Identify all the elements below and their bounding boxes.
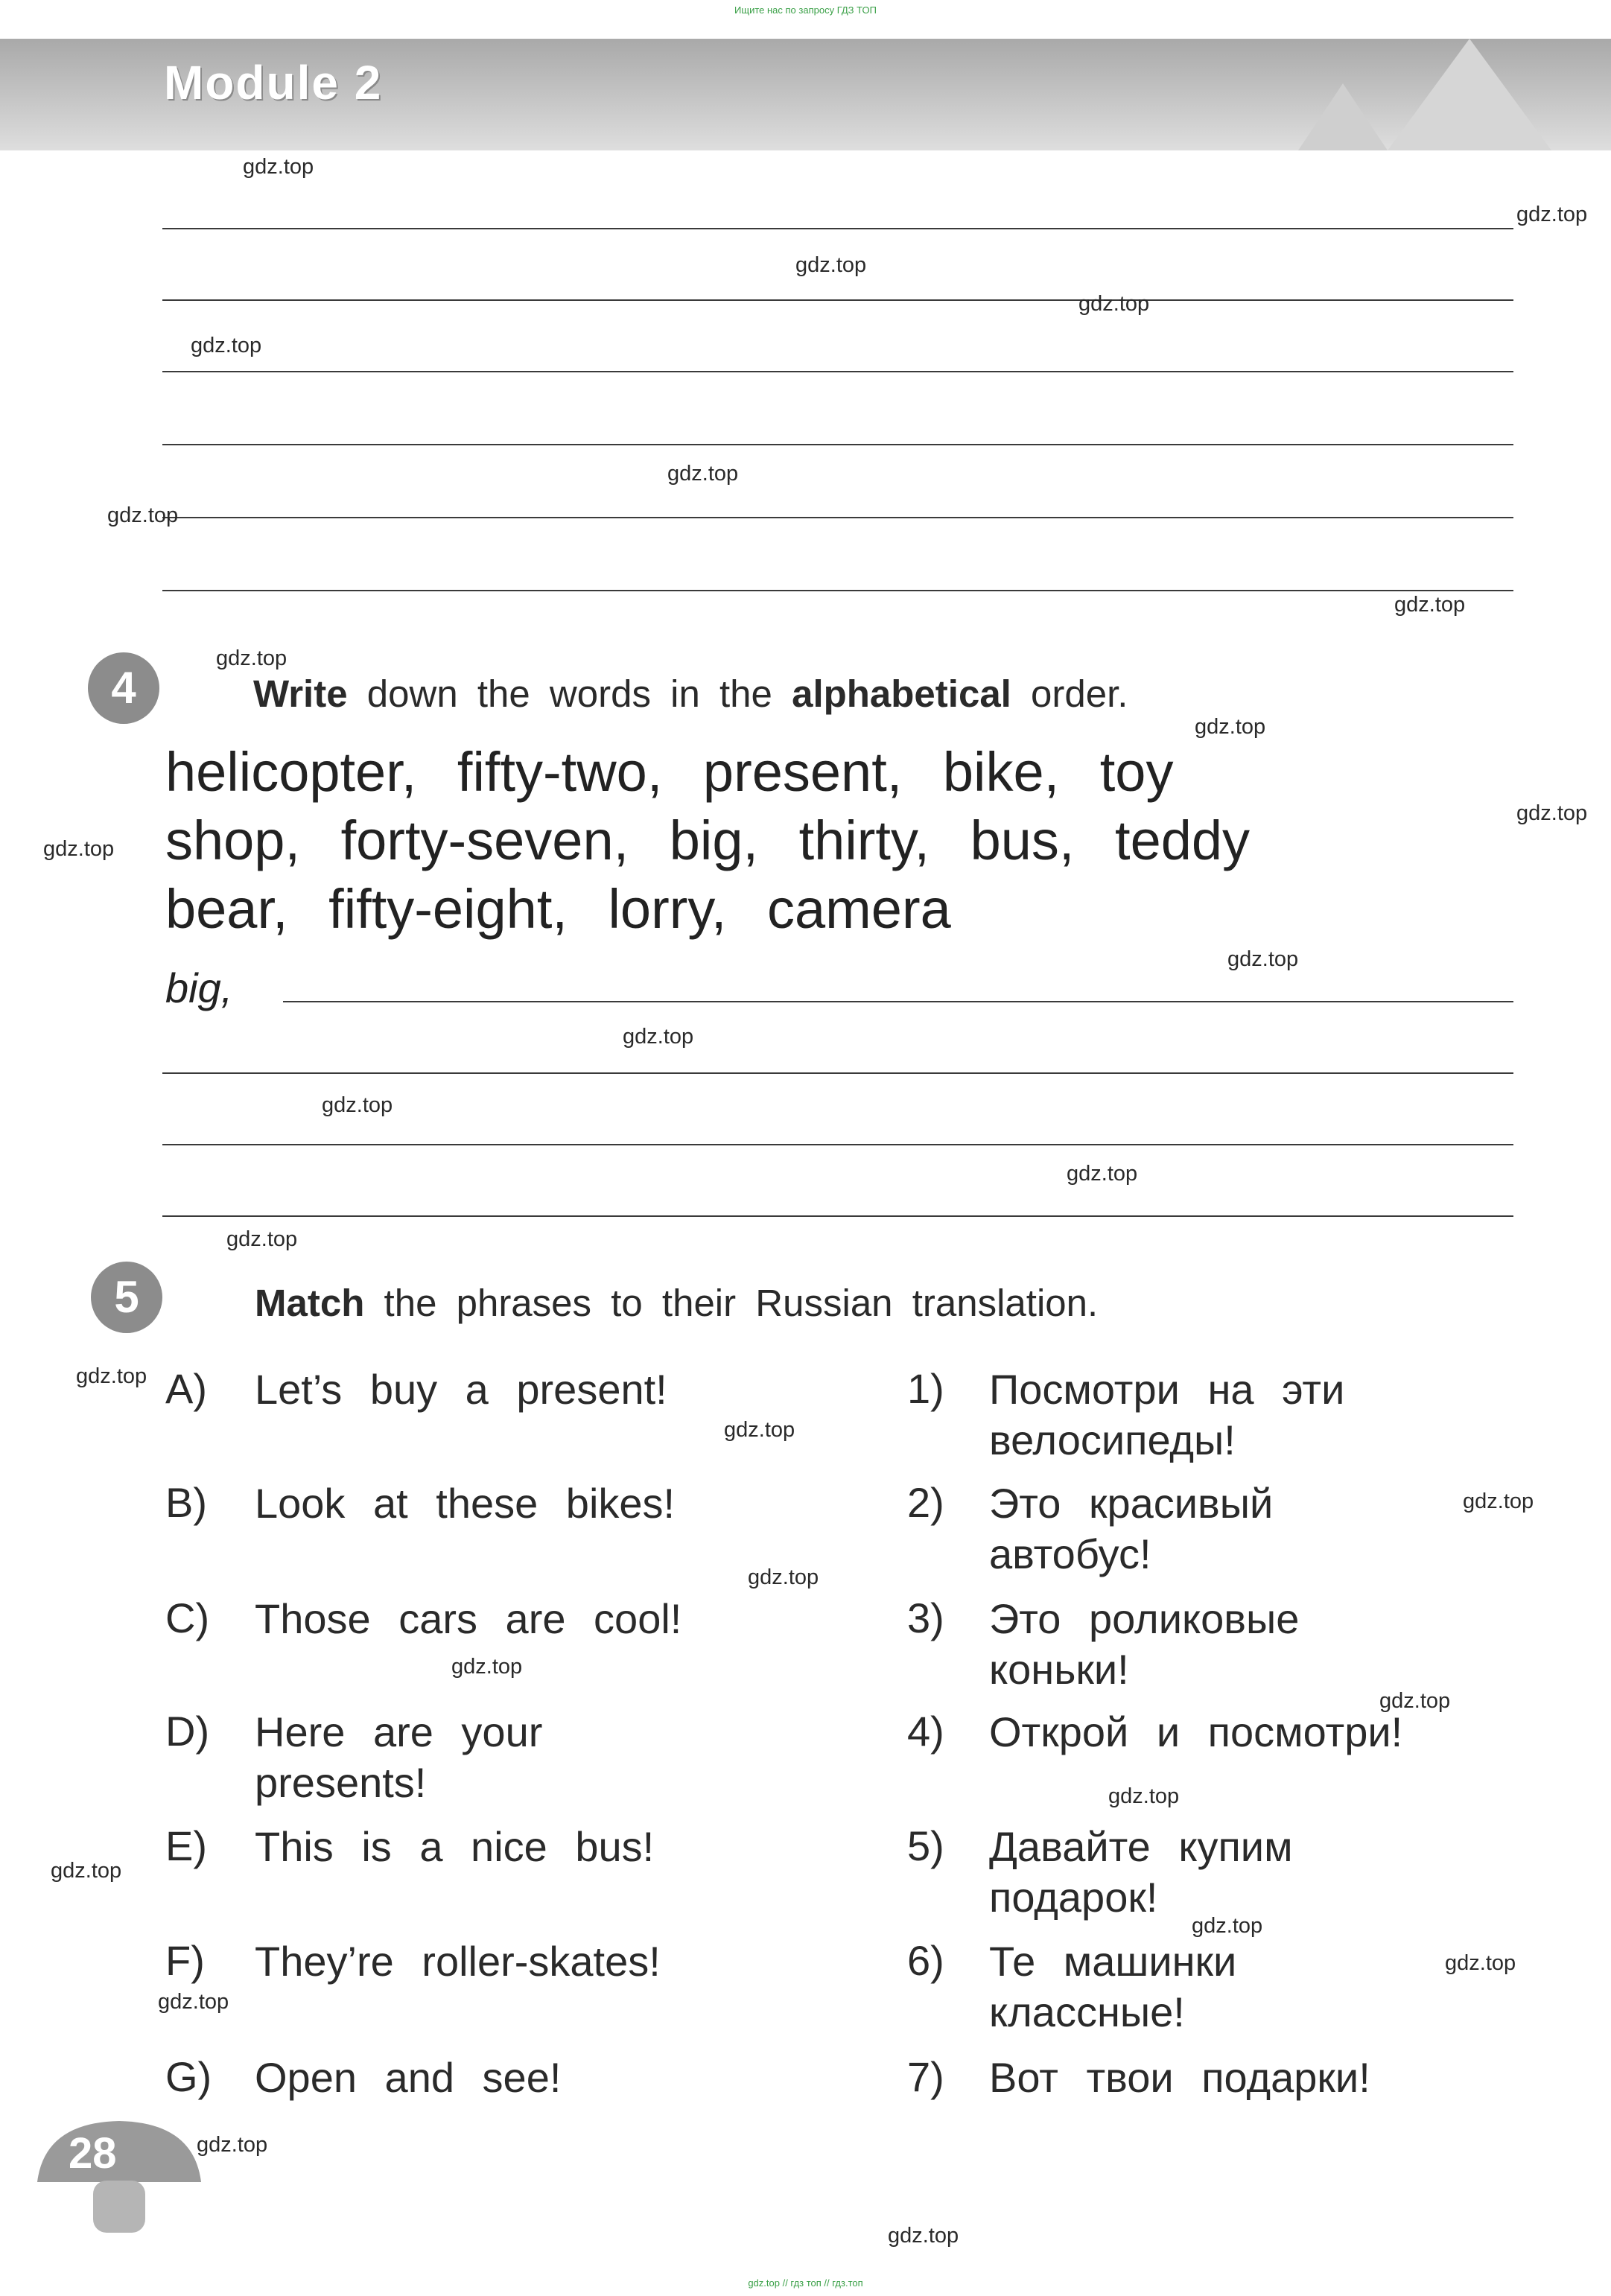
header-decoration bbox=[1298, 83, 1388, 150]
watermark: gdz.top bbox=[322, 1093, 393, 1117]
watermark: gdz.top bbox=[158, 1990, 229, 2014]
watermark: gdz.top bbox=[1078, 292, 1150, 316]
word-list-line: shop, forty-seven, big, thirty, bus, teddy bbox=[165, 810, 1251, 871]
russian-translation: Посмотри на эти велосипеды! bbox=[989, 1366, 1345, 1463]
russian-translation: Вот твои подарки! bbox=[989, 2054, 1370, 2101]
translation-number: 3) bbox=[907, 1594, 944, 1641]
writing-line bbox=[162, 590, 1513, 591]
watermark: gdz.top bbox=[1192, 1914, 1263, 1938]
answer-line[interactable] bbox=[162, 1215, 1513, 1217]
exercise-5-number: 5 bbox=[91, 1262, 162, 1333]
translation-number: 4) bbox=[907, 1708, 944, 1755]
watermark: gdz.top bbox=[226, 1227, 298, 1251]
russian-translation: Это красивый автобус! bbox=[989, 1480, 1274, 1577]
watermark: gdz.top bbox=[1067, 1162, 1138, 1186]
watermark: gdz.top bbox=[191, 334, 262, 357]
module-title: Module 2 bbox=[164, 56, 383, 109]
answer-starter: big, bbox=[165, 964, 233, 1011]
watermark: gdz.top bbox=[1379, 1689, 1451, 1713]
answer-line[interactable] bbox=[283, 1001, 1513, 1002]
translation-number: 5) bbox=[907, 1822, 944, 1869]
english-phrase: Let’s buy a present! bbox=[255, 1366, 667, 1413]
phrase-letter: E) bbox=[165, 1822, 207, 1869]
watermark: gdz.top bbox=[724, 1418, 795, 1442]
translation-number: 6) bbox=[907, 1937, 944, 1984]
russian-translation: Открой и посмотри! bbox=[989, 1708, 1403, 1755]
writing-line bbox=[162, 299, 1513, 301]
watermark: gdz.top bbox=[1516, 801, 1588, 825]
english-phrase: This is a nice bus! bbox=[255, 1823, 655, 1870]
watermark: gdz.top bbox=[1195, 715, 1266, 739]
english-phrase: Those cars are cool! bbox=[255, 1595, 682, 1642]
phrase-letter: D) bbox=[165, 1708, 210, 1755]
phrase-letter: B) bbox=[165, 1479, 207, 1526]
russian-translation: Те машинки классные! bbox=[989, 1938, 1237, 2035]
watermark: gdz.top bbox=[623, 1025, 694, 1049]
word-list-line: helicopter, fifty-two, present, bike, toy bbox=[165, 741, 1174, 803]
writing-line bbox=[162, 517, 1513, 518]
page-number: 28 bbox=[69, 2129, 117, 2178]
watermark: gdz.top bbox=[888, 2224, 959, 2248]
watermark: gdz.top bbox=[197, 2133, 268, 2157]
english-phrase: They’re roller-skates! bbox=[255, 1938, 661, 1985]
writing-line bbox=[162, 371, 1513, 372]
writing-line bbox=[162, 444, 1513, 445]
word-list-line: bear, fifty-eight, lorry, camera bbox=[165, 878, 951, 940]
watermark: gdz.top bbox=[243, 155, 314, 179]
bottom-note: gdz.top // гдз топ // гдз.топ bbox=[748, 2277, 863, 2289]
watermark: gdz.top bbox=[51, 1859, 122, 1883]
watermark: gdz.top bbox=[748, 1565, 819, 1589]
mushroom-icon bbox=[30, 2115, 209, 2242]
watermark: gdz.top bbox=[1227, 947, 1299, 971]
translation-number: 7) bbox=[907, 2053, 944, 2100]
watermark: gdz.top bbox=[107, 503, 179, 527]
writing-line bbox=[162, 228, 1513, 229]
header-decoration bbox=[1388, 39, 1551, 150]
watermark: gdz.top bbox=[1516, 203, 1588, 226]
english-phrase: Look at these bikes! bbox=[255, 1480, 676, 1527]
english-phrase: Open and see! bbox=[255, 2054, 562, 2101]
exercise-4-number: 4 bbox=[88, 652, 159, 724]
watermark: gdz.top bbox=[795, 253, 867, 277]
watermark: gdz.top bbox=[43, 837, 115, 861]
english-phrase: Here are your presents! bbox=[255, 1708, 543, 1806]
answer-line[interactable] bbox=[162, 1144, 1513, 1145]
translation-number: 1) bbox=[907, 1365, 944, 1412]
watermark: gdz.top bbox=[1108, 1784, 1180, 1808]
watermark: gdz.top bbox=[667, 462, 739, 486]
exercise-4-instruction: Write down the words in the alphabetical order. bbox=[253, 672, 1128, 715]
watermark: gdz.top bbox=[451, 1655, 523, 1679]
russian-translation: Это роликовые коньки! bbox=[989, 1595, 1300, 1693]
watermark: gdz.top bbox=[216, 646, 287, 670]
translation-number: 2) bbox=[907, 1479, 944, 1526]
answer-line[interactable] bbox=[162, 1072, 1513, 1074]
phrase-letter: G) bbox=[165, 2053, 212, 2100]
russian-translation: Давайте купим подарок! bbox=[989, 1823, 1293, 1921]
phrase-letter: F) bbox=[165, 1937, 205, 1984]
top-note: Ищите нас по запросу ГДЗ ТОП bbox=[734, 4, 877, 16]
watermark: gdz.top bbox=[1394, 593, 1466, 617]
watermark: gdz.top bbox=[1445, 1951, 1516, 1975]
phrase-letter: A) bbox=[165, 1365, 207, 1412]
watermark: gdz.top bbox=[76, 1364, 147, 1388]
exercise-5-instruction: Match the phrases to their Russian translation. bbox=[255, 1282, 1099, 1324]
phrase-letter: C) bbox=[165, 1594, 210, 1641]
watermark: gdz.top bbox=[1463, 1489, 1534, 1513]
